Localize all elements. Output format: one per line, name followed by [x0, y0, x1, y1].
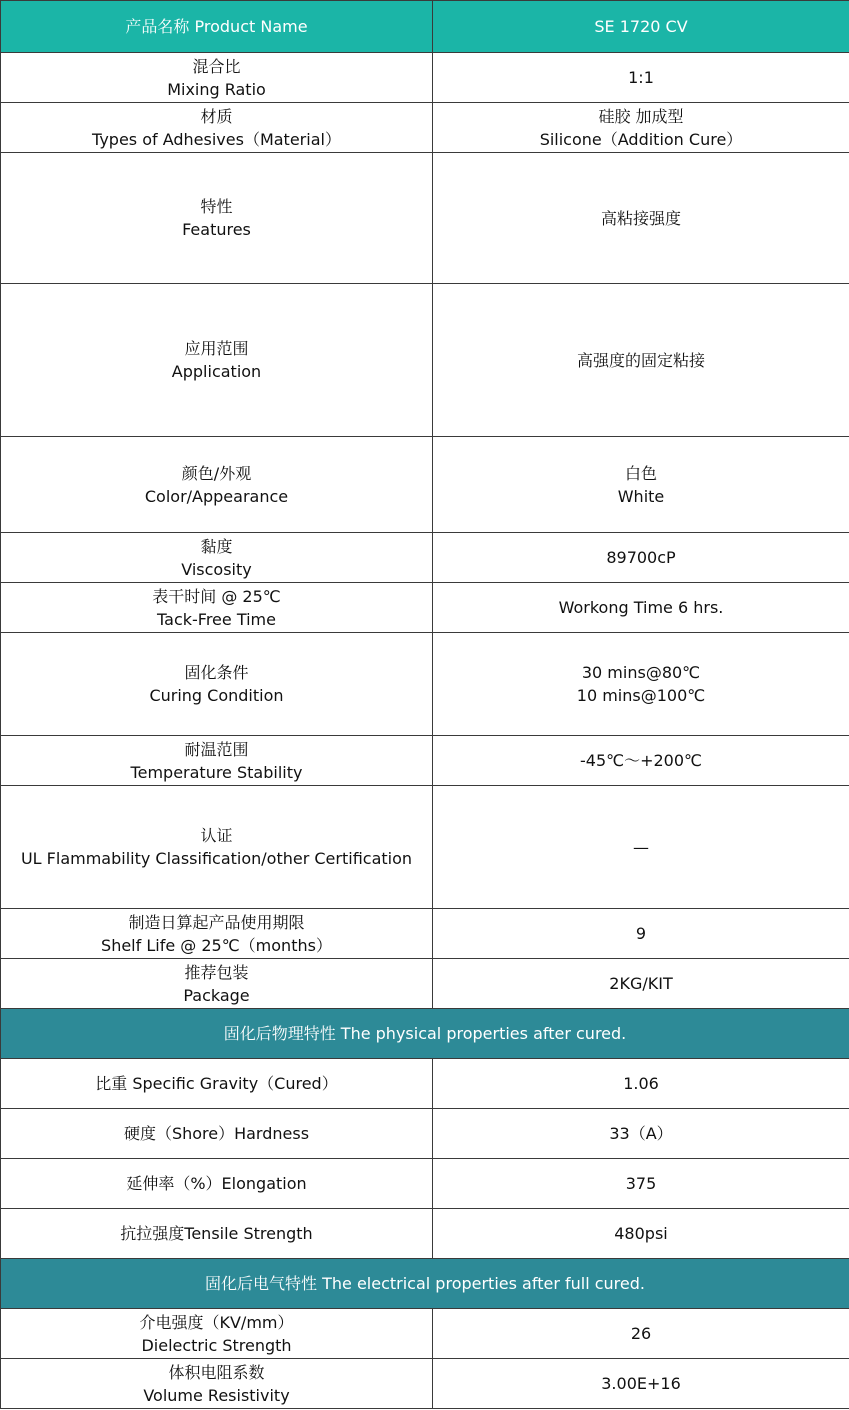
value-line: 硅胶 加成型: [598, 106, 684, 126]
property-label: [1, 1309, 433, 1359]
value-line: —: [633, 837, 649, 857]
property-label: [1, 909, 433, 959]
section-header-physical: [1, 1009, 849, 1059]
property-label: 比重 Specific Gravity（Cured）: [1, 1059, 433, 1109]
label-zh: 固化条件: [184, 663, 249, 682]
property-label: [1, 533, 433, 583]
label-en: Shelf Life @ 25℃（months）: [101, 935, 332, 955]
table-row: [1, 437, 849, 533]
property-value: [433, 736, 849, 786]
table-row: [1, 533, 849, 583]
value-line: White: [617, 486, 665, 506]
property-label: [1, 736, 433, 786]
product-name-value: SE 1720 CV: [433, 1, 849, 53]
label-en: Tack-Free Time: [157, 609, 276, 629]
label-zh: 颜色/外观: [181, 463, 252, 483]
property-value: 480psi: [433, 1209, 849, 1259]
label-zh: 材质: [200, 106, 233, 126]
label-zh: 特性: [200, 197, 233, 216]
property-label: [1, 103, 433, 153]
property-value: 26: [433, 1309, 849, 1359]
property-label: 延伸率（%）Elongation: [1, 1159, 433, 1209]
table-row: [1, 1159, 849, 1209]
property-value: [433, 583, 849, 633]
label-zh: 认证: [200, 826, 233, 845]
property-value: 3.00E+16: [433, 1359, 849, 1409]
property-label: [1, 153, 433, 284]
property-value: [433, 533, 849, 583]
label-en: Color/Appearance: [144, 486, 289, 506]
property-label: [1, 284, 433, 437]
property-label: 硬度（Shore）Hardness: [1, 1109, 433, 1159]
label-zh: 介电强度（KV/mm）: [139, 1312, 294, 1332]
table-row: [1, 1359, 849, 1409]
property-value: [433, 284, 849, 437]
label-en: Curing Condition: [149, 686, 284, 705]
product-name-label: 产品名称 Product Name: [1, 1, 433, 53]
table-row: [1, 583, 849, 633]
value-line: 高粘接强度: [600, 208, 681, 228]
property-label: [1, 786, 433, 909]
table-row: [1, 153, 849, 284]
table-row: [1, 1109, 849, 1159]
value-line: 高强度的固定粘接: [576, 350, 705, 370]
table-row: [1, 633, 849, 736]
property-value: [433, 153, 849, 284]
header-row: [1, 1, 849, 53]
table-row: [1, 53, 849, 103]
value-line: 白色: [624, 463, 657, 483]
value-line: 30 mins@80℃: [581, 663, 701, 682]
property-value: [433, 53, 849, 103]
label-zh: 应用范围: [184, 339, 249, 358]
value-line: Silicone（Addition Cure）: [539, 129, 743, 149]
label-en: Volume Resistivity: [143, 1385, 290, 1405]
property-label: [1, 437, 433, 533]
value-line: 10 mins@100℃: [576, 686, 706, 705]
property-value: [433, 786, 849, 909]
property-value: 33（A）: [433, 1109, 849, 1159]
label-zh: 表干时间 @ 25℃: [152, 586, 281, 606]
table-row: [1, 1059, 849, 1109]
property-label: [1, 583, 433, 633]
section-header-electrical: [1, 1259, 849, 1309]
table-row: [1, 1309, 849, 1359]
property-value: [433, 103, 849, 153]
property-value: 375: [433, 1159, 849, 1209]
table-row: [1, 736, 849, 786]
table-row: [1, 786, 849, 909]
property-value: [433, 909, 849, 959]
section-title: 固化后物理特性 The physical properties after cured.: [1, 1009, 849, 1059]
label-en: Mixing Ratio: [167, 79, 266, 99]
label-en: Temperature Stability: [130, 762, 303, 782]
label-zh: 推荐包装: [184, 962, 249, 982]
label-zh: 制造日算起产品使用期限: [128, 912, 305, 932]
label-en: Dielectric Strength: [141, 1335, 292, 1355]
property-label: [1, 633, 433, 736]
table-row: [1, 103, 849, 153]
label-en: Types of Adhesives（Material）: [92, 129, 341, 149]
table-row: [1, 284, 849, 437]
property-label: [1, 1359, 433, 1409]
section-title: 固化后电气特性 The electrical properties after full cured.: [1, 1259, 849, 1309]
value-line: Workong Time 6 hrs.: [558, 598, 724, 617]
label-zh: 混合比: [192, 56, 241, 76]
table-row: [1, 1209, 849, 1259]
property-value: 1.06: [433, 1059, 849, 1109]
label-en: Features: [182, 220, 251, 239]
label-en: Package: [183, 985, 250, 1005]
table-row: [1, 959, 849, 1009]
property-label: [1, 959, 433, 1009]
value-line: 9: [635, 924, 647, 943]
value-line: 2KG/KIT: [609, 974, 673, 993]
property-value: [433, 959, 849, 1009]
property-value: [433, 633, 849, 736]
property-label: [1, 53, 433, 103]
label-en: UL Flammability Classification/other Certification: [20, 849, 413, 868]
value-line: -45℃～+200℃: [579, 751, 703, 770]
label-zh: 体积电阻系数: [168, 1362, 265, 1382]
label-en: Viscosity: [181, 559, 252, 579]
property-value: [433, 437, 849, 533]
label-zh: 黏度: [200, 536, 233, 556]
value-line: 1:1: [628, 68, 654, 87]
label-zh: 耐温范围: [184, 739, 249, 759]
label-en: Application: [171, 362, 262, 381]
table-row: [1, 909, 849, 959]
value-line: 89700cP: [606, 548, 676, 567]
property-label: 抗拉强度Tensile Strength: [1, 1209, 433, 1259]
